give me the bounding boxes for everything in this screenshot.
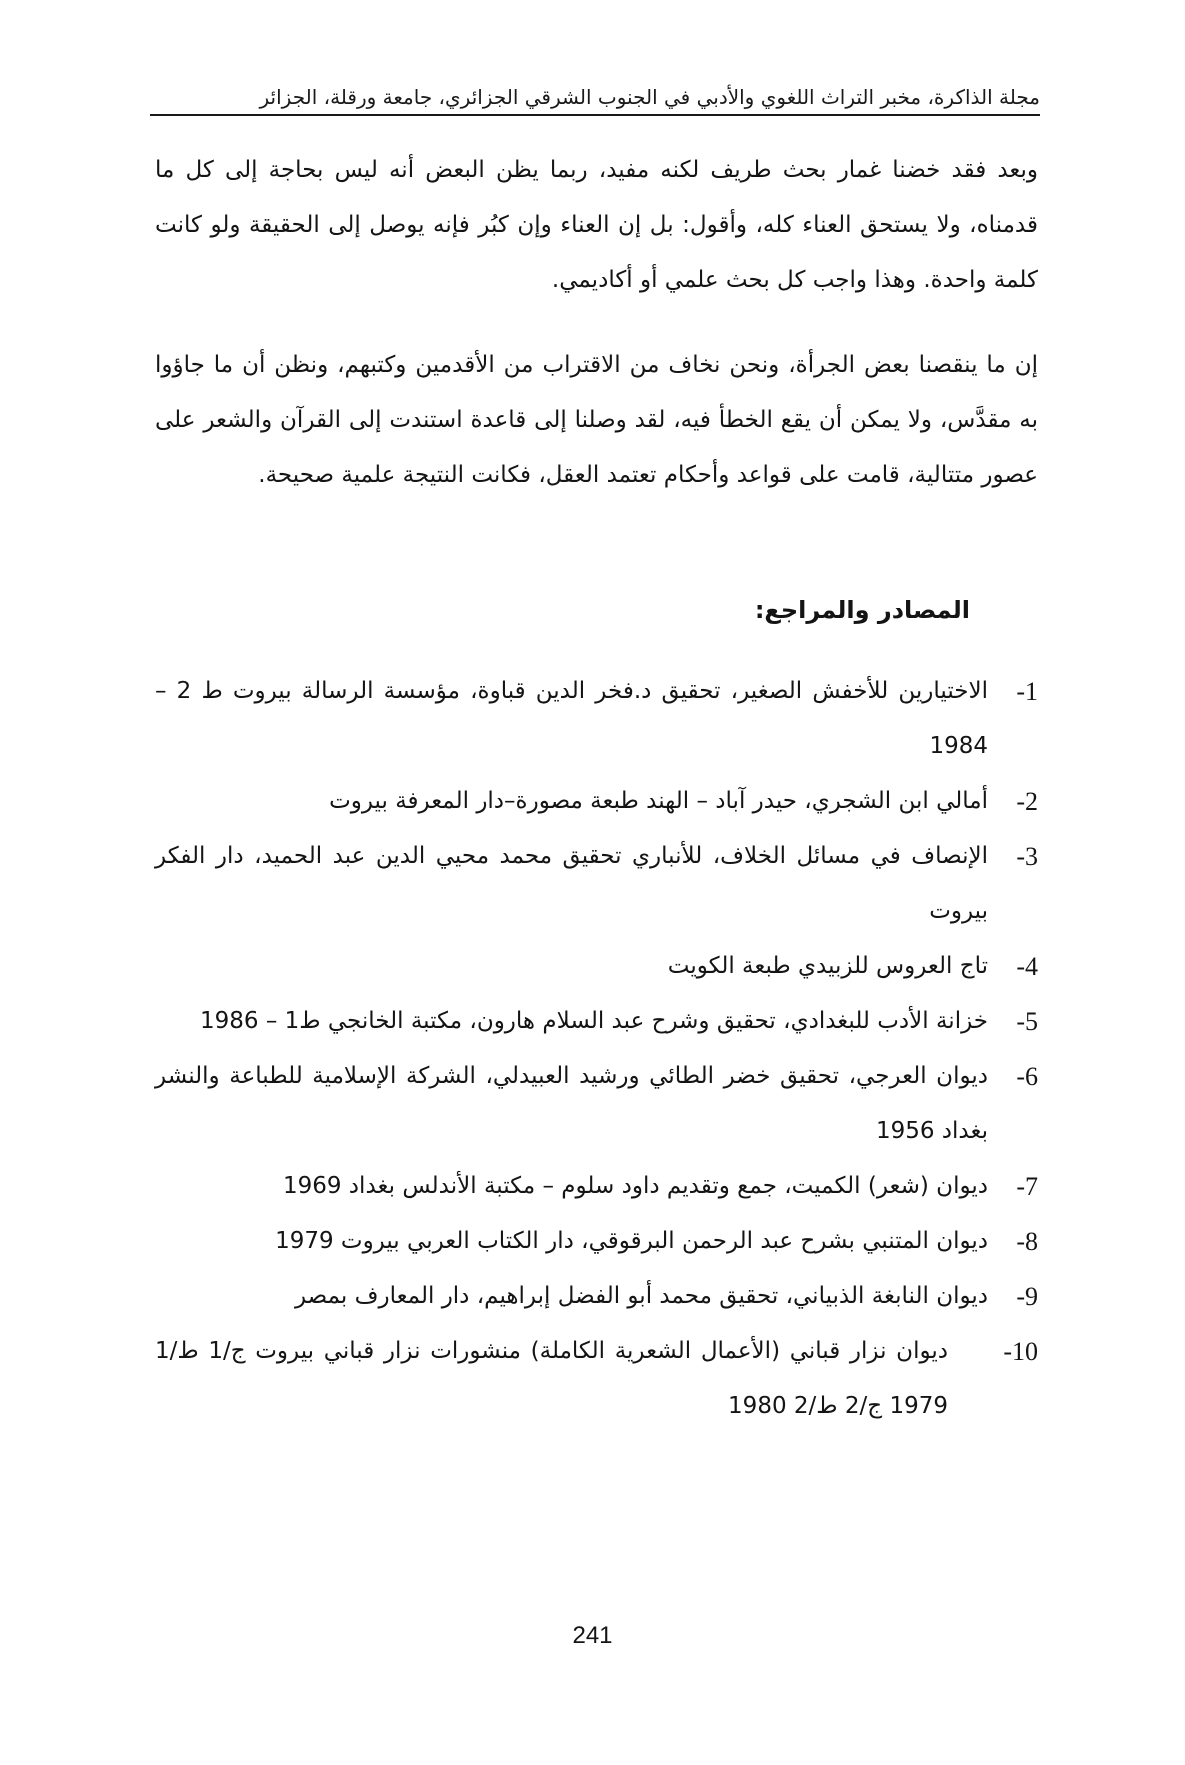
reference-item xyxy=(155,1049,1038,1159)
reference-number: 1- xyxy=(1016,677,1038,706)
body-paragraph-2: إن ما ينقصنا بعض الجرأة، ونحن نخاف من الاقتراب من الأقدمين وكتبهم، ونظن أن ما جاؤوا به مقدَّس، ولا يمكن أن يقع الخطأ فيه، لقد وصلنا إلى قاعدة استندت إلى القرآن والشعر على عصور متتالية، قامت على قواعد وأحكام تعتمد العقل، فكانت النتيجة علمية صحيحة. xyxy=(155,352,1038,488)
reference-number: 10- xyxy=(1003,1337,1038,1366)
reference-number: 6- xyxy=(1016,1062,1038,1091)
reference-item xyxy=(155,1159,1038,1214)
reference-text: تاج العروس للزبيدي طبعة الكويت xyxy=(667,953,988,979)
running-header: مجلة الذاكرة، مخبر التراث اللغوي والأدبي في الجنوب الشرقي الجزائري، جامعة ورقلة، الجزائر xyxy=(259,85,1040,109)
reference-item xyxy=(155,1269,1038,1324)
reference-item xyxy=(155,994,1038,1049)
reference-number: 5- xyxy=(1016,1007,1038,1036)
reference-item xyxy=(155,1214,1038,1269)
reference-text: ديوان العرجي، تحقيق خضر الطائي ورشيد العبيدلي، الشركة الإسلامية للطباعة والنشر بغداد 1956 xyxy=(155,1063,988,1144)
reference-number: 8- xyxy=(1016,1227,1038,1256)
reference-number: 4- xyxy=(1016,952,1038,981)
reference-number: 3- xyxy=(1016,842,1038,871)
body-paragraph-1: وبعد فقد خضنا غمار بحث طريف لكنه مفيد، ربما يظن البعض أنه ليس بحاجة إلى كل ما قدمناه، ولا يستحق العناء كله، وأقول: بل إن العناء وإن كبُر فإنه يوصل إلى الحقيقة ولو كانت كلمة واحدة. وهذا واجب كل بحث علمي أو أكاديمي. xyxy=(155,157,1038,293)
reference-item xyxy=(155,939,1038,994)
reference-text: ديوان النابغة الذبياني، تحقيق محمد أبو الفضل إبراهيم، دار المعارف بمصر xyxy=(294,1283,988,1309)
reference-item xyxy=(155,1324,1038,1434)
reference-text: ديوان المتنبي بشرح عبد الرحمن البرقوقي، دار الكتاب العربي بيروت 1979 xyxy=(275,1228,988,1254)
header-divider xyxy=(150,114,1040,116)
references-list xyxy=(155,664,1038,1434)
page-number: 241 xyxy=(572,1622,613,1649)
reference-number: 9- xyxy=(1016,1282,1038,1311)
reference-text: ديوان (شعر) الكميت، جمع وتقديم داود سلوم – مكتبة الأندلس بغداد 1969 xyxy=(282,1173,988,1199)
reference-item xyxy=(155,664,1038,774)
references-heading: المصادر والمراجع: xyxy=(754,596,970,624)
reference-number: 2- xyxy=(1016,787,1038,816)
reference-text: خزانة الأدب للبغدادي، تحقيق وشرح عبد السلام هارون، مكتبة الخانجي ط1 – 1986 xyxy=(199,1008,988,1034)
reference-text: ديوان نزار قباني (الأعمال الشعرية الكاملة) منشورات نزار قباني بيروت ج/1 ط/1 1979 ج/2 ط/2 1980 xyxy=(155,1338,948,1419)
reference-number: 7- xyxy=(1016,1172,1038,1201)
reference-text: الاختيارين للأخفش الصغير، تحقيق د.فخر الدين قباوة، مؤسسة الرسالة بيروت ط 2 – 1984 xyxy=(155,678,988,759)
reference-text: أمالي ابن الشجري، حيدر آباد – الهند طبعة مصورة–دار المعرفة بيروت xyxy=(329,788,988,814)
reference-item xyxy=(155,774,1038,829)
reference-text: الإنصاف في مسائل الخلاف، للأنباري تحقيق محمد محيي الدين عبد الحميد، دار الفكر بيروت xyxy=(155,843,988,924)
reference-item xyxy=(155,829,1038,939)
